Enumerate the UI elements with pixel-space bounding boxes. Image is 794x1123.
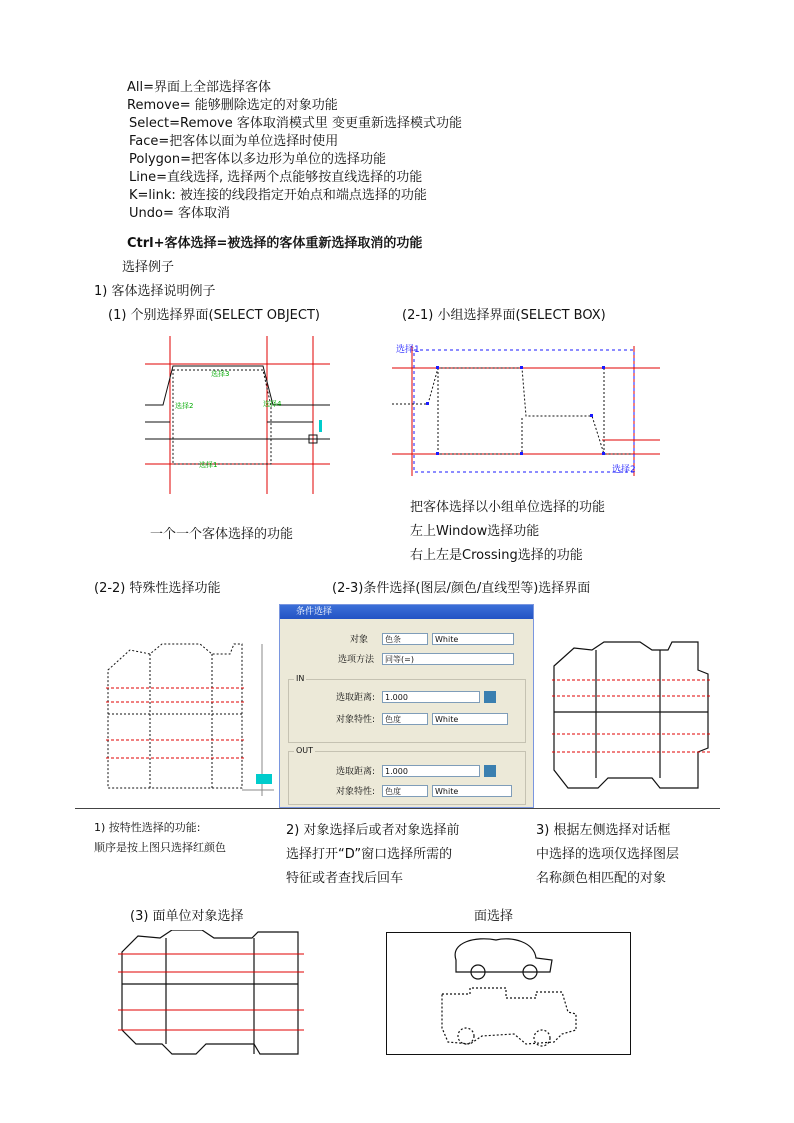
section-divider <box>75 808 720 809</box>
ctrl-heading: Ctrl+客体选择=被选择的客体重新选择取消的功能 <box>127 236 423 251</box>
object-label: 对象 <box>350 635 369 645</box>
out-feature-label: 对象特性: <box>336 787 376 797</box>
in-feature-label: 对象特性: <box>336 715 376 725</box>
note3-line2: 中选择的选项仅选择图层 <box>536 847 680 862</box>
object-color-select[interactable]: White <box>432 633 514 645</box>
method-label: 选项方法 <box>338 655 375 665</box>
note1-line1: 1) 按特性选择的功能: <box>94 821 201 834</box>
intro-line-link: K=link: 被连接的线段指定开始点和端点选择的功能 <box>129 188 427 203</box>
sub-heading-conditional: (2-3)条件选择(图层/颜色/直线型等)选择界面 <box>332 581 591 596</box>
note2-line3: 特征或者查找后回车 <box>286 871 404 886</box>
sub-heading-select-box: (2-1) 小组选择界面(SELECT BOX) <box>402 308 606 323</box>
in-feature-color-select[interactable]: White <box>432 713 508 725</box>
intro-line-line: Line=直线选择, 选择两个点能够按直线选择的功能 <box>129 170 423 185</box>
intro-line-remove: Remove= 能够删除选定的对象功能 <box>127 98 338 113</box>
note2-line2: 选择打开“D”窗口选择所需的 <box>286 847 453 862</box>
out-distance-label: 选取距离: <box>336 767 376 777</box>
special-select-figure <box>92 640 274 800</box>
face-unit-figure <box>114 930 308 1056</box>
out-feature-color-select[interactable]: White <box>432 785 512 797</box>
method-select[interactable]: 同等(=) <box>382 653 514 665</box>
sub-heading-select-object: (1) 个别选择界面(SELECT OBJECT) <box>108 308 320 323</box>
note2-line1: 2) 对象选择后或者对象选择前 <box>286 823 460 838</box>
sub-heading-face-unit: (3) 面单位对象选择 <box>130 909 244 924</box>
out-group-label: OUT <box>296 746 314 755</box>
in-group-label: IN <box>296 674 305 683</box>
dialog-title: 条件选择 <box>280 605 533 619</box>
note3-line1: 3) 根据左侧选择对话框 <box>536 823 671 838</box>
intro-line-polygon: Polygon=把客体以多边形为单位的选择功能 <box>129 152 386 167</box>
in-group <box>288 679 526 743</box>
in-distance-label: 选取距离: <box>336 693 376 703</box>
fig21-label-1: 选择1 <box>396 345 420 355</box>
select-object-figure <box>145 336 330 494</box>
out-distance-input[interactable]: 1.000 <box>382 765 480 777</box>
object-select[interactable]: 色条 <box>382 633 428 645</box>
out-feature-select[interactable]: 色度 <box>382 785 428 797</box>
fig21-label-2: 选择2 <box>612 465 636 475</box>
intro-line-select: Select=Remove 客体取消模式里 变更重新选择模式功能 <box>129 116 463 131</box>
note3-line3: 名称颜色相匹配的对象 <box>536 871 667 886</box>
in-pick-icon[interactable] <box>484 691 496 703</box>
intro-line-all: All=界面上全部选择客体 <box>127 80 272 95</box>
example-heading: 选择例子 <box>122 260 175 275</box>
caption-21-line3: 右上左是Crossing选择的功能 <box>410 548 583 563</box>
select-box-figure <box>392 336 660 486</box>
section-1-heading: 1) 客体选择说明例子 <box>94 284 216 299</box>
caption-21-line1: 把客体选择以小组单位选择的功能 <box>410 500 606 515</box>
sub-heading-special: (2-2) 特殊性选择功能 <box>94 581 221 596</box>
condition-result-figure <box>548 640 714 792</box>
fig1-label-1: 选择1 <box>199 461 218 469</box>
fig1-label-3: 选择3 <box>211 370 230 378</box>
in-feature-select[interactable]: 色度 <box>382 713 428 725</box>
face-select-heading: 面选择 <box>474 909 514 924</box>
out-pick-icon[interactable] <box>484 765 496 777</box>
caption-1: 一个一个客体选择的功能 <box>150 527 294 542</box>
in-distance-input[interactable]: 1.000 <box>382 691 480 703</box>
fig1-label-4: 选择4 <box>263 400 282 408</box>
intro-line-undo: Undo= 客体取消 <box>129 206 230 221</box>
face-select-figure <box>386 932 632 1056</box>
caption-21-line2: 左上Window选择功能 <box>410 524 540 539</box>
condition-select-dialog <box>279 604 534 808</box>
fig1-label-2: 选择2 <box>175 402 194 410</box>
intro-line-face: Face=把客体以面为单位选择时使用 <box>129 134 339 149</box>
note1-line2: 顺序是按上图只选择红颜色 <box>94 841 226 854</box>
